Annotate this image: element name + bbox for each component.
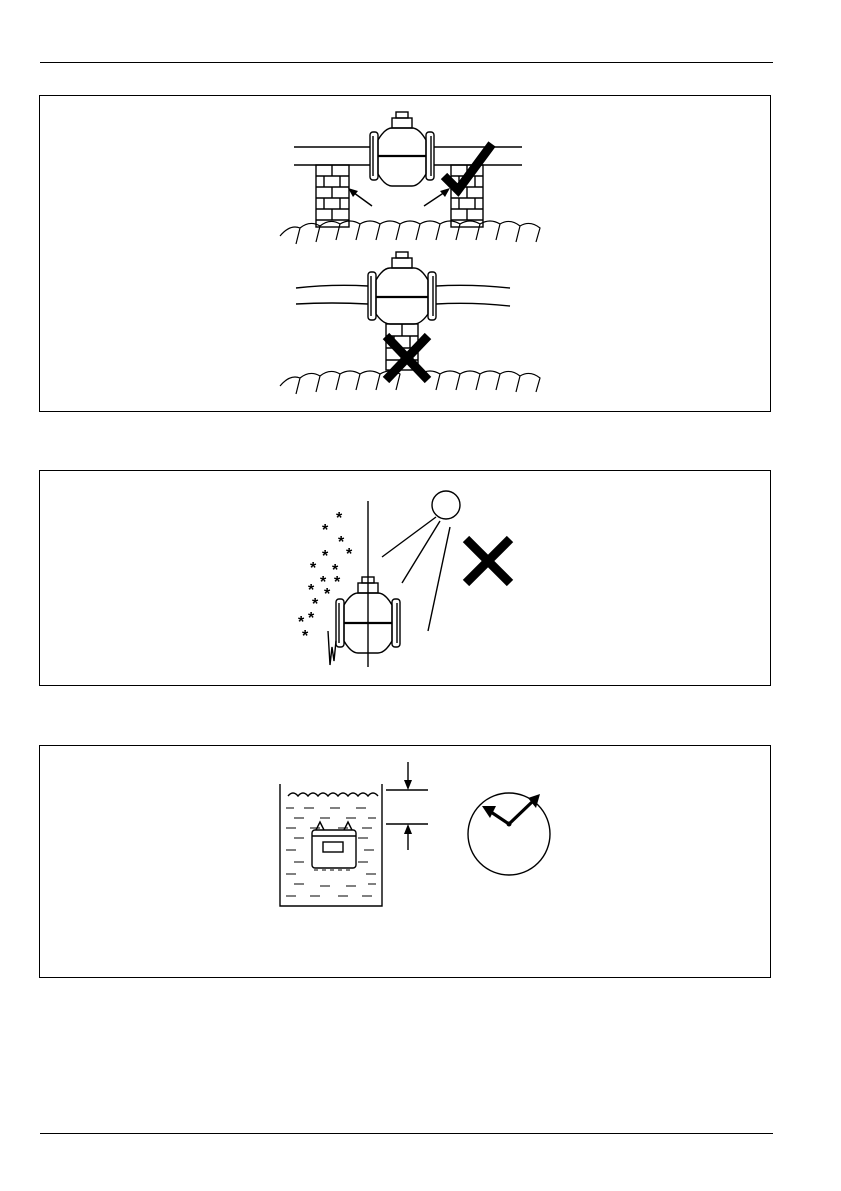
header-rule xyxy=(40,62,773,63)
weather-protection-figure xyxy=(39,470,771,686)
water-tank xyxy=(280,784,382,906)
submersion-figure xyxy=(39,745,771,978)
pipe-support-illustration xyxy=(40,96,770,411)
ground-hatching xyxy=(280,221,540,244)
cross-mark-icon xyxy=(466,539,510,583)
svg-text:*: * xyxy=(332,562,339,579)
svg-text:*: * xyxy=(308,610,315,627)
pipe-support-figure xyxy=(39,95,771,412)
svg-text:*: * xyxy=(302,628,309,645)
svg-text:*: * xyxy=(322,522,329,539)
sun-icon xyxy=(432,491,460,519)
clock-icon xyxy=(468,793,550,875)
svg-text:*: * xyxy=(334,574,341,591)
svg-text:*: * xyxy=(312,596,319,613)
submersion-illustration xyxy=(40,746,770,977)
svg-text:*: * xyxy=(336,510,343,527)
svg-text:*: * xyxy=(310,560,317,577)
svg-text:*: * xyxy=(322,548,329,565)
svg-text:*: * xyxy=(346,546,353,563)
weather-illustration xyxy=(40,471,770,685)
clock-hands xyxy=(488,802,532,824)
icicle-icon xyxy=(328,631,336,665)
svg-text:*: * xyxy=(338,534,345,551)
footer-rule xyxy=(40,1133,773,1134)
svg-text:*: * xyxy=(308,582,315,599)
svg-text:*: * xyxy=(320,574,327,591)
snow-icons xyxy=(298,510,353,645)
svg-text:*: * xyxy=(324,586,331,603)
cross-mark-icon xyxy=(386,336,428,380)
svg-text:*: * xyxy=(298,614,305,631)
